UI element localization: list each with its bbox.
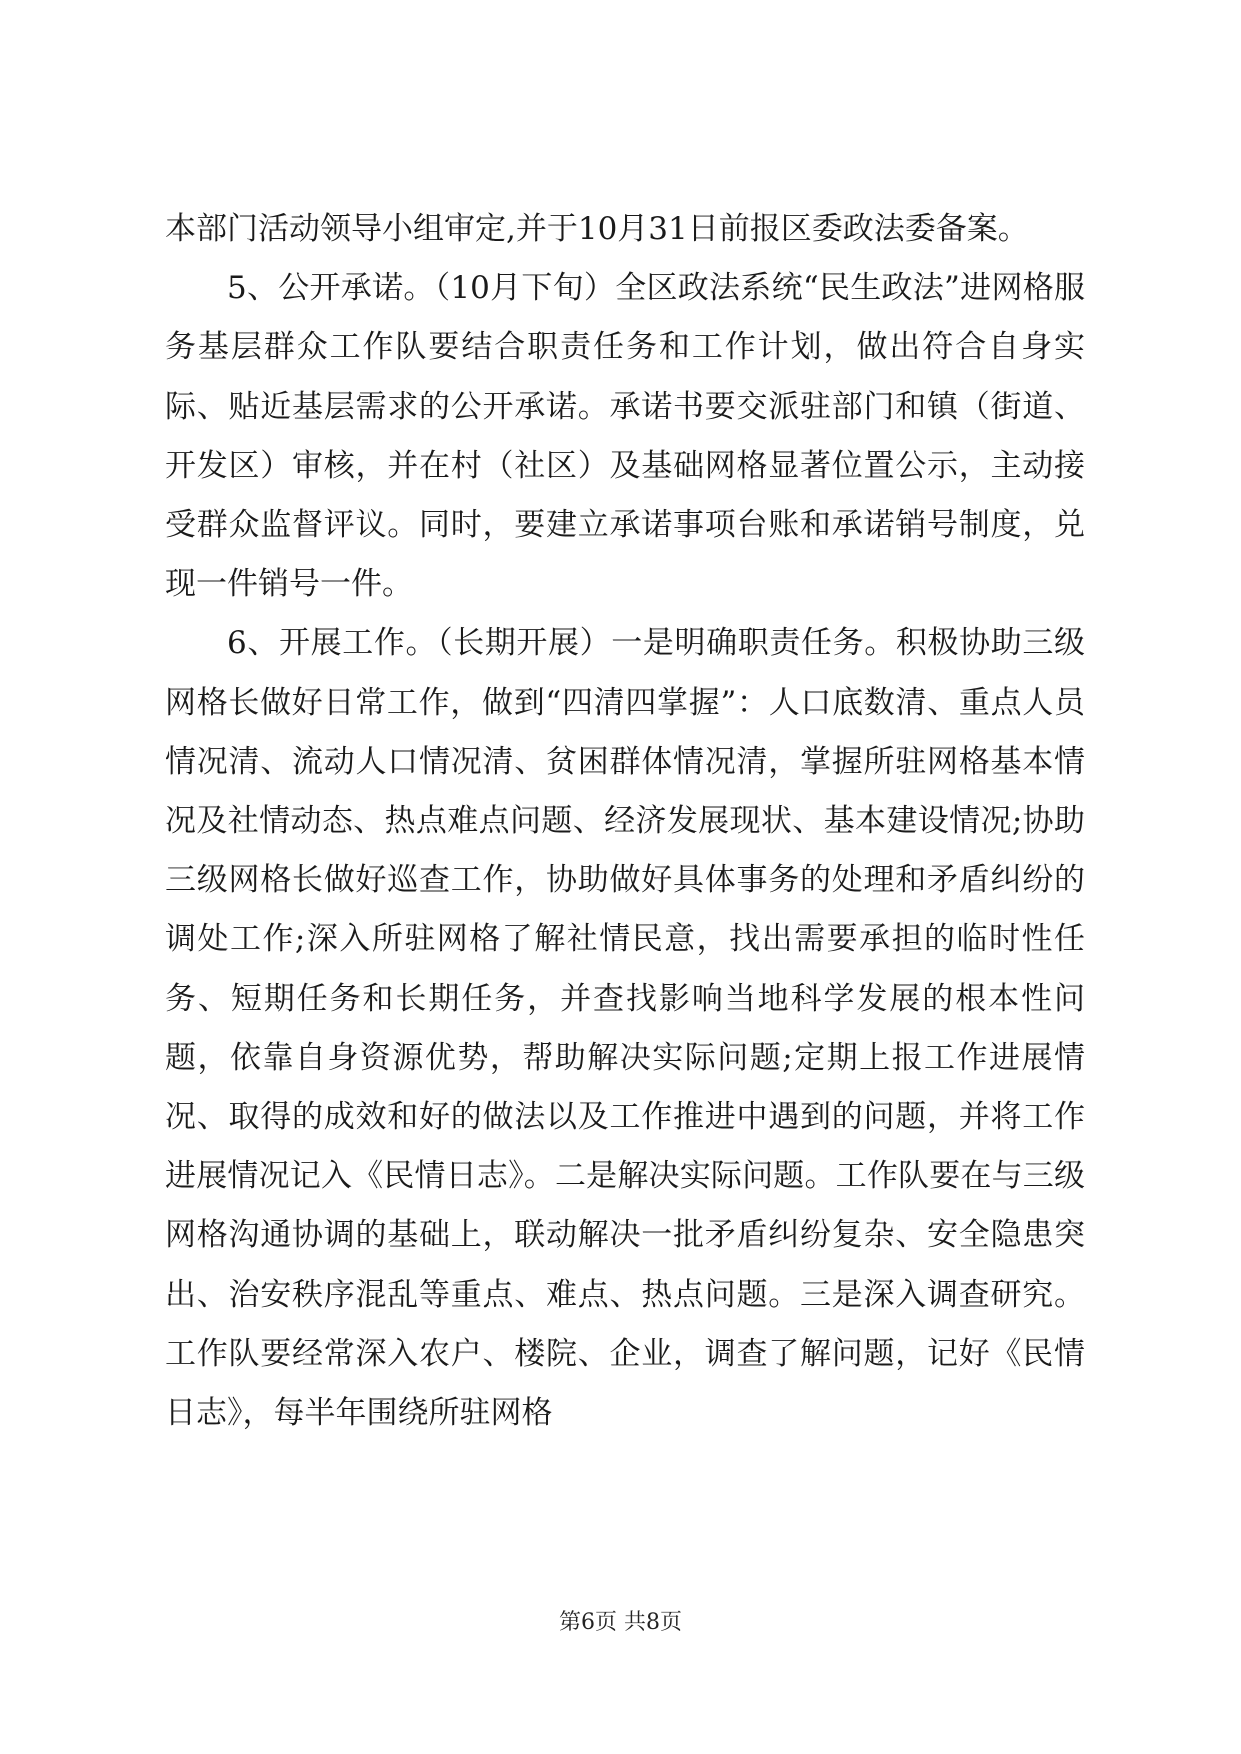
- paragraph-carry-out-work: 6、开展工作。（长期开展）一是明确职责任务。积极协助三级网格长做好日常工作，做到“四清四掌握”：人口底数清、重点人员情况清、流动人口情况清、贫困群体情况清，掌握所驻网格基本情况及社情动态、热点难点问题、经济发展现状、基本建设情况;协助三级网格长做好巡查工作，协助做好具体事务的处理和矛盾纠纷的调处工作;深入所驻网格了解社情民意，找出需要承担的临时性任务、短期任务和长期任务，并查找影响当地科学发展的根本性问题，依靠自身资源优势，帮助解决实际问题;定期上报工作进展情况、取得的成效和好的做法以及工作推进中遇到的问题，并将工作进展情况记入《民情日志》。二是解决实际问题。工作队要在与三级网格沟通协调的基础上，联动解决一批矛盾纠纷复杂、安全隐患突出、治安秩序混乱等重点、难点、热点问题。三是深入调查研究。工作队要经常深入农户、楼院、企业，调查了解问题，记好《民情日志》，每半年围绕所驻网格: [165, 625, 1085, 1432]
- page-footer: 第6页 共8页: [559, 1610, 682, 1635]
- paragraph-continuation: 本部门活动领导小组审定,并于10月31日前报区委政法委备案。: [165, 211, 1029, 247]
- document-body: [165, 200, 1085, 1443]
- paragraph-public-commitment: 5、公开承诺。（10月下旬）全区政法系统“民生政法”进网格服务基层群众工作队要结合职责任务和工作计划，做出符合自身实际、贴近基层需求的公开承诺。承诺书要交派驻部门和镇（街道、开发区）审核，并在村（社区）及基础网格显著位置公示，主动接受群众监督评议。同时，要建立承诺事项台账和承诺销号制度，兑现一件销号一件。: [165, 270, 1085, 603]
